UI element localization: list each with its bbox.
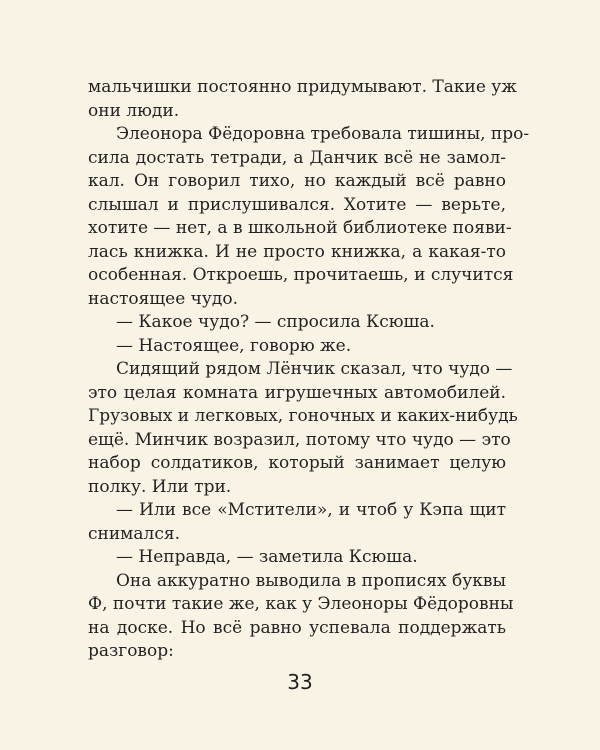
text-line: — Или все «Мстители», и чтоб у Кэпа щит: [116, 500, 506, 520]
text-line: Грузовых и легковых, гоночных и каких-нибудь: [88, 406, 518, 426]
page-number: 33: [287, 670, 313, 694]
text-line: особенная. Откроешь, прочитаешь, и случится: [88, 265, 514, 285]
text-line: разговор:: [88, 641, 174, 661]
body-text: [88, 76, 530, 664]
text-line: хотите — нет, а в школьной библиотеке появи-: [88, 218, 512, 238]
text-line: набор солдатиков, который занимает целую: [88, 453, 506, 473]
text-line: лась книжка. И не просто книжка, а какая-то: [88, 241, 506, 262]
text-line: Ф, почти такие же, как у Элеоноры Фёдоровны: [88, 594, 514, 614]
text-line: на доске. Но всё равно успевала поддержать: [88, 617, 506, 638]
text-line: ещё. Минчик возразил, потому что чудо — это: [88, 429, 511, 450]
text-line: это целая комната игрушечных автомобилей.: [88, 382, 506, 403]
text-line: настоящее чудо.: [88, 288, 239, 309]
text-line: Сидящий рядом Лёнчик сказал, что чудо —: [116, 359, 513, 379]
text-line: мальчишки постоянно придумывают. Такие уж: [88, 77, 517, 97]
text-line: снимался.: [88, 523, 180, 544]
text-line: — Неправда, — заметила Ксюша.: [116, 547, 418, 567]
text-line: Элеонора Фёдоровна требовала тишины, про-: [116, 124, 530, 144]
text-line: — Настоящее, говорю же.: [116, 335, 352, 356]
text-line: кал. Он говорил тихо, но каждый всё равно: [88, 171, 506, 191]
text-line: полку. Или три.: [88, 476, 232, 497]
text-line: они люди.: [88, 100, 180, 121]
text-line: Она аккуратно выводила в прописях буквы: [116, 570, 506, 591]
text-line: сила достать тетради, а Данчик всё не замол-: [88, 147, 506, 168]
text-line: — Какое чудо? — спросила Ксюша.: [116, 312, 435, 332]
text-line: слышал и прислушивался. Хотите — верьте,: [88, 194, 506, 215]
